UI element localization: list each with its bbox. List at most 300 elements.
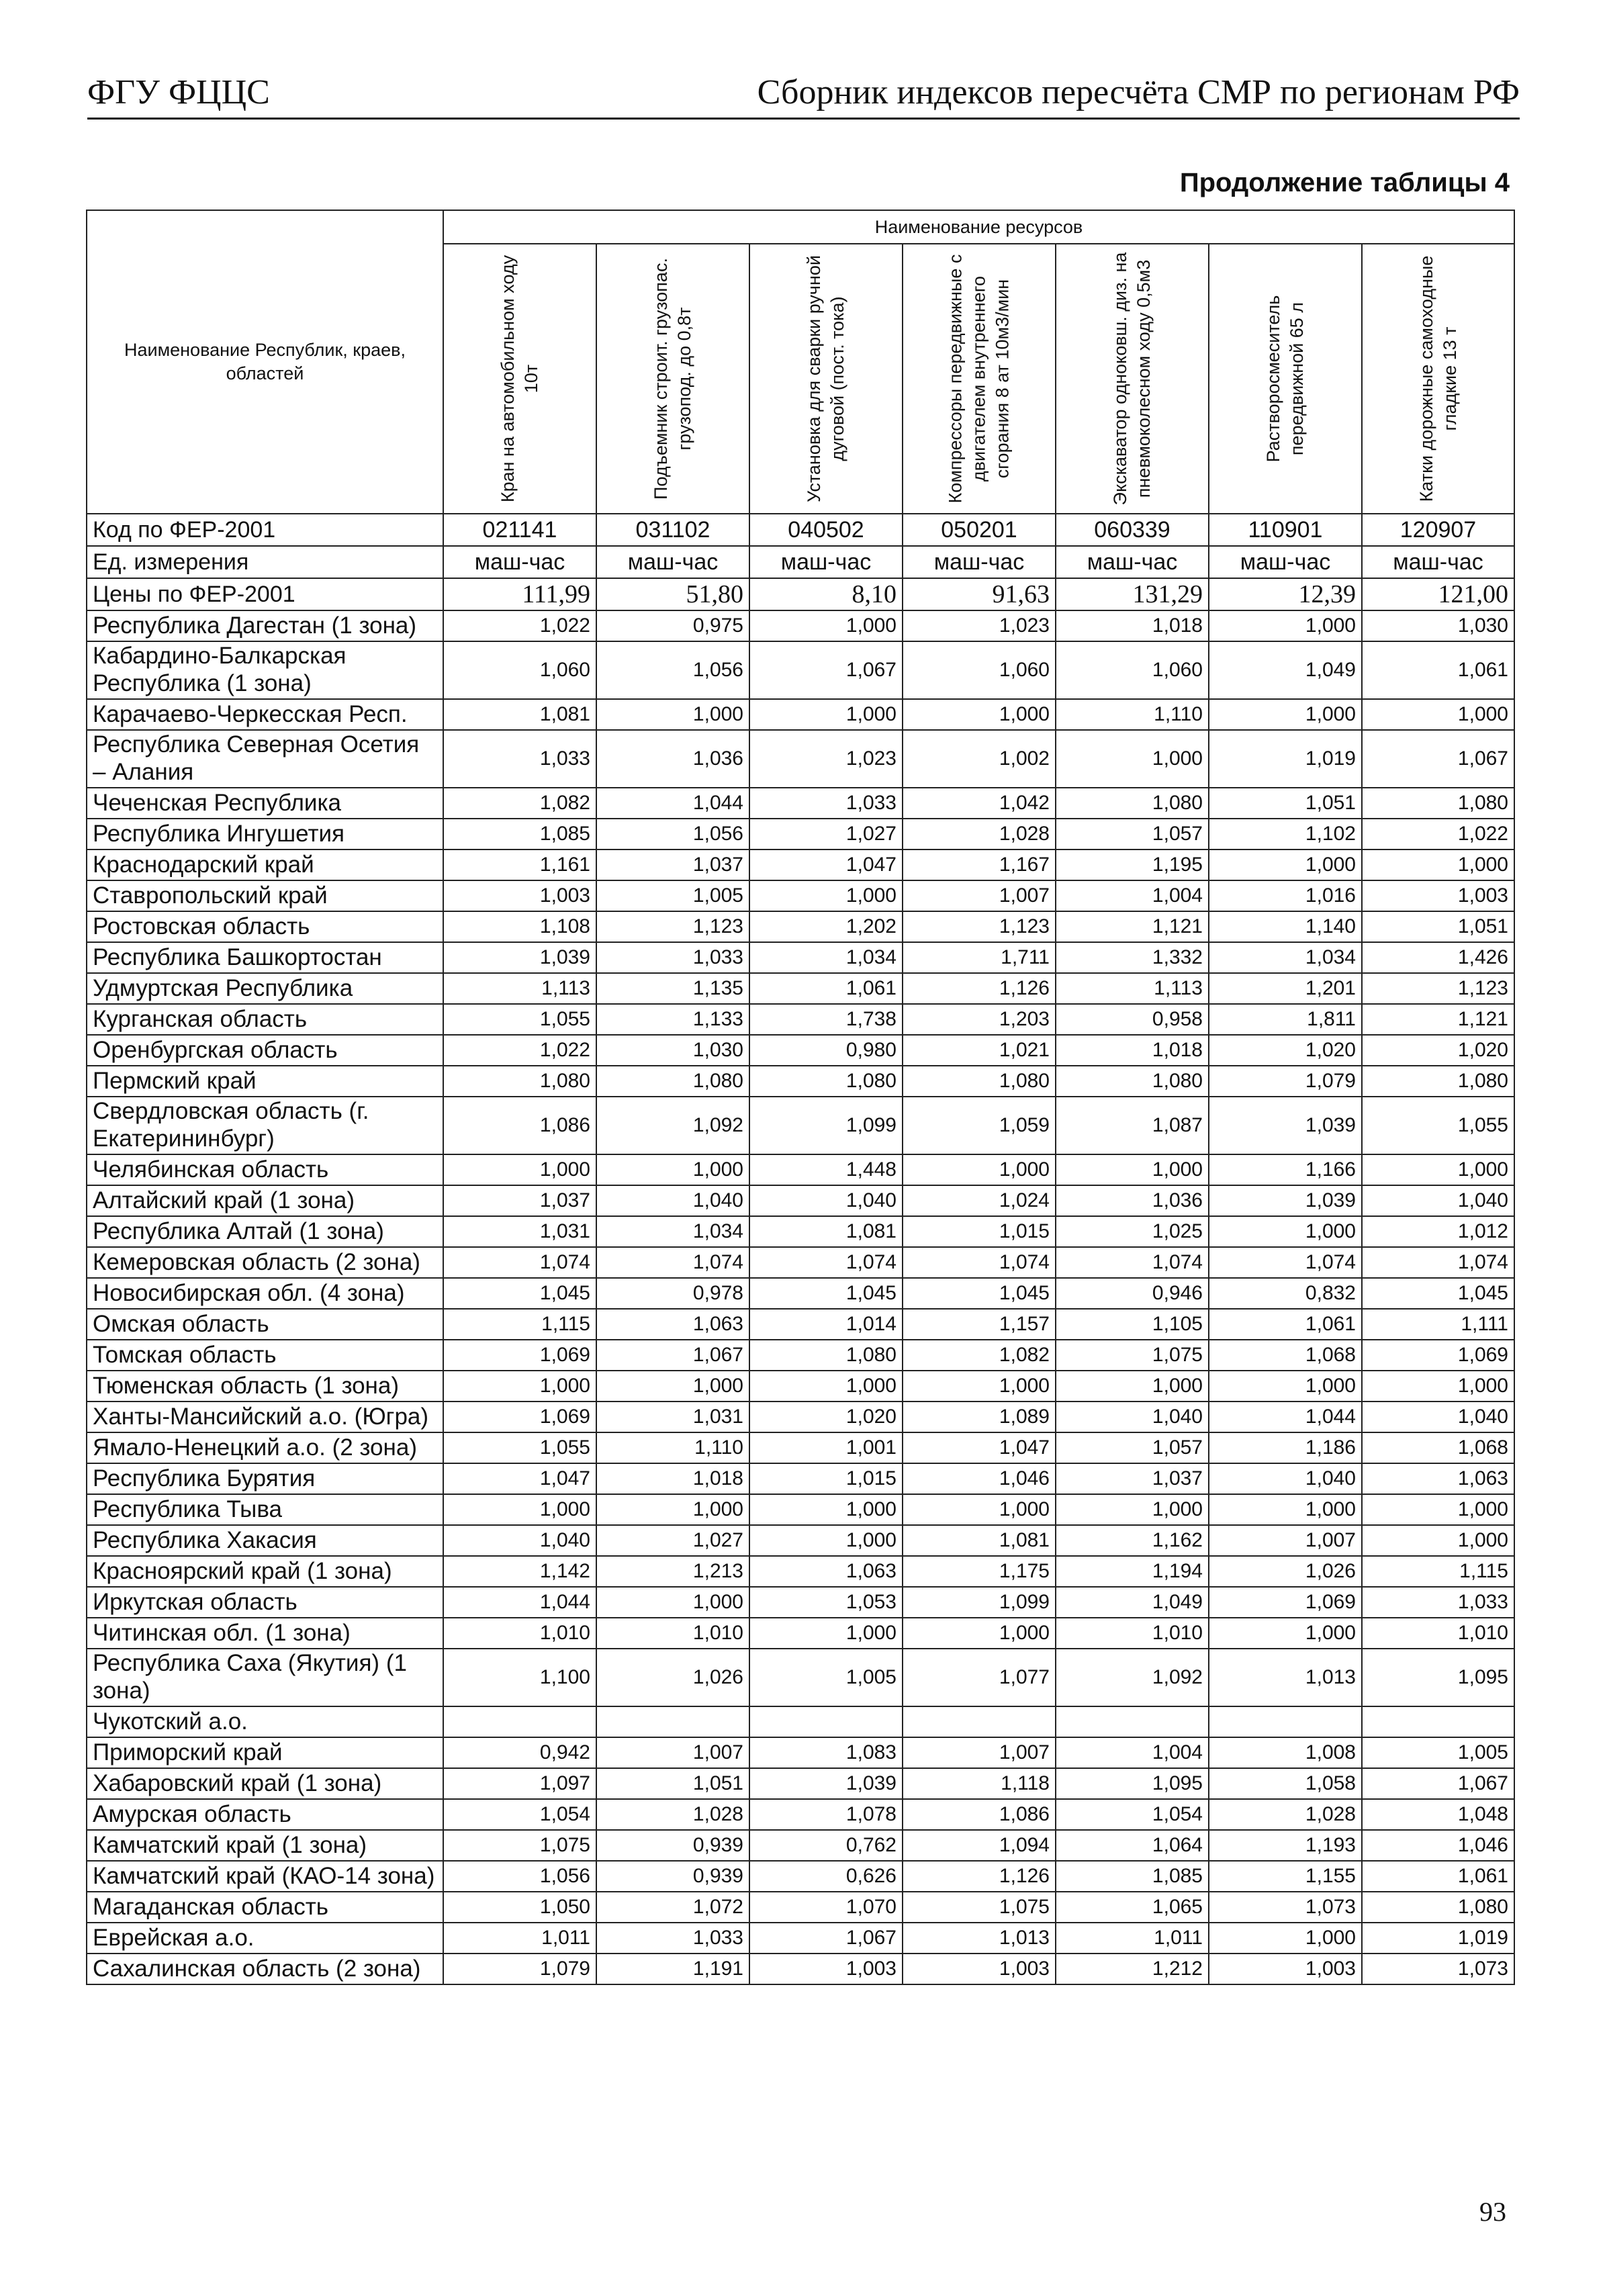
index-value: 1,026 <box>1209 1556 1362 1587</box>
index-value: 1,123 <box>903 911 1056 942</box>
code-row-value: 050201 <box>903 514 1056 546</box>
resource-column-label: Подъемник строит. грузопас. грузопод. до 0,8т <box>650 258 694 500</box>
index-value: 1,081 <box>903 1525 1056 1556</box>
resource-column-header <box>443 244 596 514</box>
index-value: 1,048 <box>1362 1799 1514 1830</box>
index-value: 1,110 <box>596 1432 749 1463</box>
index-value: 1,014 <box>749 1309 903 1340</box>
index-value: 1,053 <box>749 1587 903 1618</box>
index-value: 0,978 <box>596 1278 749 1309</box>
index-value: 1,002 <box>903 730 1056 788</box>
index-value: 1,007 <box>903 1737 1056 1768</box>
index-value: 1,075 <box>443 1830 596 1861</box>
index-value: 1,068 <box>1209 1340 1362 1371</box>
index-value: 1,123 <box>596 911 749 942</box>
region-name: Чукотский а.о. <box>87 1706 443 1737</box>
index-value: 1,018 <box>596 1463 749 1494</box>
index-value: 1,040 <box>1362 1402 1514 1432</box>
index-value: 1,448 <box>749 1154 903 1185</box>
index-value: 1,000 <box>1056 730 1209 788</box>
index-value: 1,040 <box>1056 1402 1209 1432</box>
index-value: 1,167 <box>903 849 1056 880</box>
table-row <box>87 1494 1514 1525</box>
region-name: Омская область <box>87 1309 443 1340</box>
header-title: Сборник индексов пересчёта СМР по регионам РФ <box>757 73 1520 111</box>
index-value: 1,087 <box>1056 1097 1209 1154</box>
region-name: Новосибирская обл. (4 зона) <box>87 1278 443 1309</box>
table-row <box>87 1004 1514 1035</box>
region-name: Кемеровская область (2 зона) <box>87 1247 443 1278</box>
index-value: 1,074 <box>1056 1247 1209 1278</box>
index-value: 1,072 <box>596 1892 749 1923</box>
unit-row-value: маш-час <box>903 546 1056 578</box>
index-value: 1,711 <box>903 942 1056 973</box>
unit-row-value: маш-час <box>1362 546 1514 578</box>
region-name: Оренбургская область <box>87 1035 443 1066</box>
index-value: 1,000 <box>903 1371 1056 1402</box>
index-value: 1,105 <box>1056 1309 1209 1340</box>
table-caption: Продолжение таблицы 4 <box>1179 168 1510 197</box>
index-value: 1,000 <box>903 1618 1056 1649</box>
index-value: 1,075 <box>1056 1340 1209 1371</box>
index-table <box>86 210 1515 1985</box>
price-row-value: 12,39 <box>1209 578 1362 610</box>
table-row <box>87 730 1514 788</box>
table-row <box>87 1340 1514 1371</box>
table-row <box>87 973 1514 1004</box>
unit-row <box>87 546 1514 578</box>
index-value: 1,069 <box>1362 1340 1514 1371</box>
index-value: 1,031 <box>443 1216 596 1247</box>
index-value: 1,010 <box>443 1618 596 1649</box>
table-row <box>87 1309 1514 1340</box>
resource-column-label: Кран на автомобильном ходу 10т <box>497 255 541 503</box>
table-row <box>87 1799 1514 1830</box>
unit-row-label: Ед. измерения <box>87 546 443 578</box>
index-value: 1,000 <box>1362 849 1514 880</box>
index-value: 1,013 <box>903 1923 1056 1954</box>
index-value: 1,102 <box>1209 819 1362 849</box>
index-value: 1,034 <box>1209 942 1362 973</box>
index-value: 1,003 <box>443 880 596 911</box>
index-value: 1,012 <box>1362 1216 1514 1247</box>
index-value: 1,046 <box>903 1463 1056 1494</box>
index-value: 1,061 <box>1362 1861 1514 1892</box>
region-name: Ростовская область <box>87 911 443 942</box>
code-row-value: 031102 <box>596 514 749 546</box>
table-row <box>87 1861 1514 1892</box>
index-value: 1,166 <box>1209 1154 1362 1185</box>
index-value: 1,108 <box>443 911 596 942</box>
index-value: 1,202 <box>749 911 903 942</box>
region-name: Ямало-Ненецкий а.о. (2 зона) <box>87 1432 443 1463</box>
index-value: 1,094 <box>903 1830 1056 1861</box>
index-value: 1,028 <box>903 819 1056 849</box>
table-row <box>87 1525 1514 1556</box>
index-value: 1,000 <box>749 699 903 730</box>
index-value: 1,047 <box>903 1432 1056 1463</box>
region-name: Иркутская область <box>87 1587 443 1618</box>
index-value: 1,099 <box>903 1587 1056 1618</box>
index-value: 1,000 <box>443 1371 596 1402</box>
index-value: 1,020 <box>1362 1035 1514 1066</box>
table-row <box>87 1737 1514 1768</box>
index-value: 1,086 <box>903 1799 1056 1830</box>
index-value: 1,023 <box>749 730 903 788</box>
index-value: 1,738 <box>749 1004 903 1035</box>
index-value: 1,042 <box>903 788 1056 819</box>
index-value: 1,023 <box>903 610 1056 641</box>
table-row <box>87 911 1514 942</box>
index-value: 1,061 <box>1209 1309 1362 1340</box>
index-value: 1,080 <box>1056 788 1209 819</box>
index-value: 1,060 <box>903 641 1056 699</box>
index-value: 1,074 <box>443 1247 596 1278</box>
index-value: 0,975 <box>596 610 749 641</box>
resource-column-header <box>903 244 1056 514</box>
index-value: 1,000 <box>1209 1371 1362 1402</box>
index-value: 1,186 <box>1209 1432 1362 1463</box>
index-value: 1,067 <box>1362 1768 1514 1799</box>
index-value: 1,005 <box>596 880 749 911</box>
index-value: 1,080 <box>749 1066 903 1097</box>
index-value: 1,020 <box>1209 1035 1362 1066</box>
index-value: 1,082 <box>443 788 596 819</box>
index-value: 1,092 <box>1056 1649 1209 1706</box>
code-row-value: 110901 <box>1209 514 1362 546</box>
table-row <box>87 1035 1514 1066</box>
region-name: Алтайский край (1 зона) <box>87 1185 443 1216</box>
region-name: Кабардино-Балкарская Республика (1 зона) <box>87 641 443 699</box>
table-row <box>87 880 1514 911</box>
resource-column-label: Экскаватор одноковш. диз. на пневмоколесном ходу 0,5м3 <box>1109 252 1154 506</box>
index-value: 1,095 <box>1362 1649 1514 1706</box>
index-value: 1,000 <box>1209 1494 1362 1525</box>
index-value: 1,000 <box>443 1154 596 1185</box>
table-row <box>87 1649 1514 1706</box>
index-value: 1,080 <box>596 1066 749 1097</box>
index-value: 1,092 <box>596 1097 749 1154</box>
index-value: 1,054 <box>443 1799 596 1830</box>
index-value: 1,191 <box>596 1954 749 1984</box>
index-value: 1,069 <box>443 1402 596 1432</box>
index-value: 1,056 <box>443 1861 596 1892</box>
index-value: 1,000 <box>1209 1618 1362 1649</box>
index-value: 0,626 <box>749 1861 903 1892</box>
price-row <box>87 578 1514 610</box>
index-value: 1,000 <box>596 1154 749 1185</box>
index-value: 1,097 <box>443 1768 596 1799</box>
index-value: 1,024 <box>903 1185 1056 1216</box>
index-value: 1,080 <box>1056 1066 1209 1097</box>
index-value: 1,000 <box>1056 1154 1209 1185</box>
index-value: 1,000 <box>749 610 903 641</box>
region-name: Пермский край <box>87 1066 443 1097</box>
table-row <box>87 1923 1514 1954</box>
index-value: 1,201 <box>1209 973 1362 1004</box>
resources-group-header: Наименование ресурсов <box>443 210 1514 244</box>
index-value: 1,051 <box>1209 788 1362 819</box>
index-value: 1,064 <box>1056 1830 1209 1861</box>
index-value: 1,135 <box>596 973 749 1004</box>
index-value: 1,081 <box>749 1216 903 1247</box>
index-value: 1,000 <box>1209 699 1362 730</box>
index-value: 1,083 <box>749 1737 903 1768</box>
table-row <box>87 1706 1514 1737</box>
index-value: 1,175 <box>903 1556 1056 1587</box>
index-value: 1,095 <box>1056 1768 1209 1799</box>
index-value: 1,069 <box>443 1340 596 1371</box>
region-name: Республика Хакасия <box>87 1525 443 1556</box>
index-value: 1,000 <box>749 880 903 911</box>
index-value: 1,067 <box>749 1923 903 1954</box>
index-value: 0,939 <box>596 1830 749 1861</box>
index-value: 1,026 <box>596 1649 749 1706</box>
index-value: 1,074 <box>749 1247 903 1278</box>
index-value <box>1362 1706 1514 1737</box>
price-row-value: 121,00 <box>1362 578 1514 610</box>
index-value: 1,004 <box>1056 1737 1209 1768</box>
table-row <box>87 1278 1514 1309</box>
region-name: Республика Дагестан (1 зона) <box>87 610 443 641</box>
resource-column-header <box>1362 244 1514 514</box>
index-value: 1,054 <box>1056 1799 1209 1830</box>
unit-row-value: маш-час <box>596 546 749 578</box>
index-value: 1,040 <box>1362 1185 1514 1216</box>
unit-row-value: маш-час <box>1056 546 1209 578</box>
index-value: 1,000 <box>1362 1371 1514 1402</box>
index-value: 1,030 <box>596 1035 749 1066</box>
table-row <box>87 1371 1514 1402</box>
price-row-value: 91,63 <box>903 578 1056 610</box>
index-value: 1,055 <box>443 1004 596 1035</box>
index-value: 1,111 <box>1362 1309 1514 1340</box>
index-value: 1,061 <box>749 973 903 1004</box>
index-value: 1,115 <box>443 1309 596 1340</box>
index-value: 1,089 <box>903 1402 1056 1432</box>
region-name: Республика Тыва <box>87 1494 443 1525</box>
table-row <box>87 1402 1514 1432</box>
region-name: Тюменская область (1 зона) <box>87 1371 443 1402</box>
index-value: 1,010 <box>596 1618 749 1649</box>
index-value: 1,082 <box>903 1340 1056 1371</box>
index-value: 1,013 <box>1209 1649 1362 1706</box>
index-value: 1,000 <box>903 1494 1056 1525</box>
region-name: Томская область <box>87 1340 443 1371</box>
index-value: 1,000 <box>1362 1154 1514 1185</box>
index-value: 1,000 <box>1362 1494 1514 1525</box>
index-value: 1,213 <box>596 1556 749 1587</box>
index-value: 1,063 <box>596 1309 749 1340</box>
index-value: 1,039 <box>443 942 596 973</box>
index-value: 1,113 <box>1056 973 1209 1004</box>
region-name: Сахалинская область (2 зона) <box>87 1954 443 1984</box>
table-row <box>87 1768 1514 1799</box>
index-value: 1,033 <box>443 730 596 788</box>
index-value <box>596 1706 749 1737</box>
region-name: Удмуртская Республика <box>87 973 443 1004</box>
table-row <box>87 1097 1514 1154</box>
index-value: 1,033 <box>749 788 903 819</box>
index-value: 0,942 <box>443 1737 596 1768</box>
index-value: 1,000 <box>1209 1216 1362 1247</box>
code-row-value: 040502 <box>749 514 903 546</box>
index-value: 1,051 <box>1362 911 1514 942</box>
index-value: 1,022 <box>443 610 596 641</box>
index-value: 1,044 <box>1209 1402 1362 1432</box>
price-row-value: 51,80 <box>596 578 749 610</box>
index-value: 1,123 <box>1362 973 1514 1004</box>
index-value: 1,045 <box>903 1278 1056 1309</box>
index-value: 1,045 <box>443 1278 596 1309</box>
index-value: 1,332 <box>1056 942 1209 973</box>
index-value: 1,056 <box>596 819 749 849</box>
index-value: 1,010 <box>1362 1618 1514 1649</box>
code-row <box>87 514 1514 546</box>
index-value: 1,195 <box>1056 849 1209 880</box>
index-value: 1,000 <box>1056 1494 1209 1525</box>
index-value: 1,000 <box>1209 849 1362 880</box>
index-value: 1,059 <box>903 1097 1056 1154</box>
index-value: 1,027 <box>596 1525 749 1556</box>
price-row-label: Цены по ФЕР-2001 <box>87 578 443 610</box>
index-value: 1,051 <box>596 1768 749 1799</box>
index-value: 1,025 <box>1056 1216 1209 1247</box>
index-value: 1,079 <box>1209 1066 1362 1097</box>
page-number: 93 <box>1479 2197 1506 2227</box>
region-name: Краснодарский край <box>87 849 443 880</box>
table-row <box>87 1556 1514 1587</box>
index-value: 1,015 <box>903 1216 1056 1247</box>
table-row <box>87 942 1514 973</box>
table-row <box>87 1587 1514 1618</box>
region-name: Челябинская область <box>87 1154 443 1185</box>
code-row-label: Код по ФЕР-2001 <box>87 514 443 546</box>
page-header <box>87 64 1520 120</box>
index-value: 1,000 <box>596 1494 749 1525</box>
code-row-value: 021141 <box>443 514 596 546</box>
index-value: 1,019 <box>1362 1923 1514 1954</box>
index-value: 1,133 <box>596 1004 749 1035</box>
index-value: 1,068 <box>1362 1432 1514 1463</box>
index-value <box>749 1706 903 1737</box>
index-value: 1,110 <box>1056 699 1209 730</box>
index-value: 1,060 <box>443 641 596 699</box>
index-value: 1,058 <box>1209 1768 1362 1799</box>
index-value: 1,000 <box>1209 610 1362 641</box>
index-value: 1,115 <box>1362 1556 1514 1587</box>
index-value: 1,036 <box>1056 1185 1209 1216</box>
index-value: 1,036 <box>596 730 749 788</box>
index-value: 1,080 <box>749 1340 903 1371</box>
index-value: 1,074 <box>596 1247 749 1278</box>
index-value: 0,762 <box>749 1830 903 1861</box>
region-name: Республика Северная Осетия – Алания <box>87 730 443 788</box>
index-value: 1,085 <box>443 819 596 849</box>
index-value: 1,100 <box>443 1649 596 1706</box>
index-value: 1,000 <box>596 1371 749 1402</box>
index-value: 1,000 <box>903 699 1056 730</box>
region-name: Ставропольский край <box>87 880 443 911</box>
index-value: 1,022 <box>1362 819 1514 849</box>
region-name: Республика Саха (Якутия) (1 зона) <box>87 1649 443 1706</box>
index-value: 0,946 <box>1056 1278 1209 1309</box>
index-value: 1,075 <box>903 1892 1056 1923</box>
resource-column-header <box>1056 244 1209 514</box>
index-value: 1,003 <box>1209 1954 1362 1984</box>
index-value: 1,003 <box>903 1954 1056 1984</box>
index-value <box>903 1706 1056 1737</box>
index-value: 1,426 <box>1362 942 1514 973</box>
index-value: 1,039 <box>1209 1097 1362 1154</box>
index-value: 1,033 <box>596 1923 749 1954</box>
index-value: 1,162 <box>1056 1525 1209 1556</box>
index-value: 1,000 <box>596 699 749 730</box>
index-value: 0,980 <box>749 1035 903 1066</box>
index-value: 1,074 <box>1362 1247 1514 1278</box>
region-name: Республика Бурятия <box>87 1463 443 1494</box>
region-name: Республика Алтай (1 зона) <box>87 1216 443 1247</box>
region-name: Камчатский край (1 зона) <box>87 1830 443 1861</box>
index-value: 1,003 <box>1362 880 1514 911</box>
index-value: 1,000 <box>749 1371 903 1402</box>
price-row-value: 8,10 <box>749 578 903 610</box>
index-value: 1,080 <box>1362 1892 1514 1923</box>
index-value: 1,811 <box>1209 1004 1362 1035</box>
index-value: 1,007 <box>1209 1525 1362 1556</box>
index-value: 1,000 <box>1209 1923 1362 1954</box>
region-column-header: Наименование Республик, краев, областей <box>87 210 443 514</box>
region-name: Свердловская область (г. Екатерининбург) <box>87 1097 443 1154</box>
index-value: 0,958 <box>1056 1004 1209 1035</box>
index-value: 1,067 <box>596 1340 749 1371</box>
index-value: 1,011 <box>443 1923 596 1954</box>
index-value: 1,040 <box>443 1525 596 1556</box>
index-value: 1,194 <box>1056 1556 1209 1587</box>
index-value: 1,203 <box>903 1004 1056 1035</box>
table-row <box>87 1216 1514 1247</box>
index-value: 1,045 <box>1362 1278 1514 1309</box>
region-name: Чеченская Республика <box>87 788 443 819</box>
table-row <box>87 1247 1514 1278</box>
index-value: 1,049 <box>1056 1587 1209 1618</box>
table-row <box>87 849 1514 880</box>
index-value: 1,005 <box>749 1649 903 1706</box>
index-value: 1,118 <box>903 1768 1056 1799</box>
header-organization: ФГУ ФЦЦС <box>87 73 270 111</box>
index-value: 1,085 <box>1056 1861 1209 1892</box>
index-value: 1,073 <box>1362 1954 1514 1984</box>
index-value: 1,003 <box>749 1954 903 1984</box>
index-value: 1,037 <box>596 849 749 880</box>
index-value: 1,140 <box>1209 911 1362 942</box>
resource-column-label: Растворосмеситель передвижной 65 л <box>1262 295 1307 463</box>
index-value: 1,016 <box>1209 880 1362 911</box>
index-value: 1,018 <box>1056 610 1209 641</box>
index-value: 1,077 <box>903 1649 1056 1706</box>
index-value: 1,121 <box>1056 911 1209 942</box>
index-value <box>1209 1706 1362 1737</box>
table-row <box>87 1154 1514 1185</box>
index-value: 1,028 <box>596 1799 749 1830</box>
index-value: 1,055 <box>1362 1097 1514 1154</box>
index-value: 1,060 <box>1056 641 1209 699</box>
index-value: 1,034 <box>749 942 903 973</box>
index-value: 1,074 <box>903 1247 1056 1278</box>
index-value: 1,081 <box>443 699 596 730</box>
index-value: 1,056 <box>596 641 749 699</box>
region-name: Камчатский край (КАО-14 зона) <box>87 1861 443 1892</box>
